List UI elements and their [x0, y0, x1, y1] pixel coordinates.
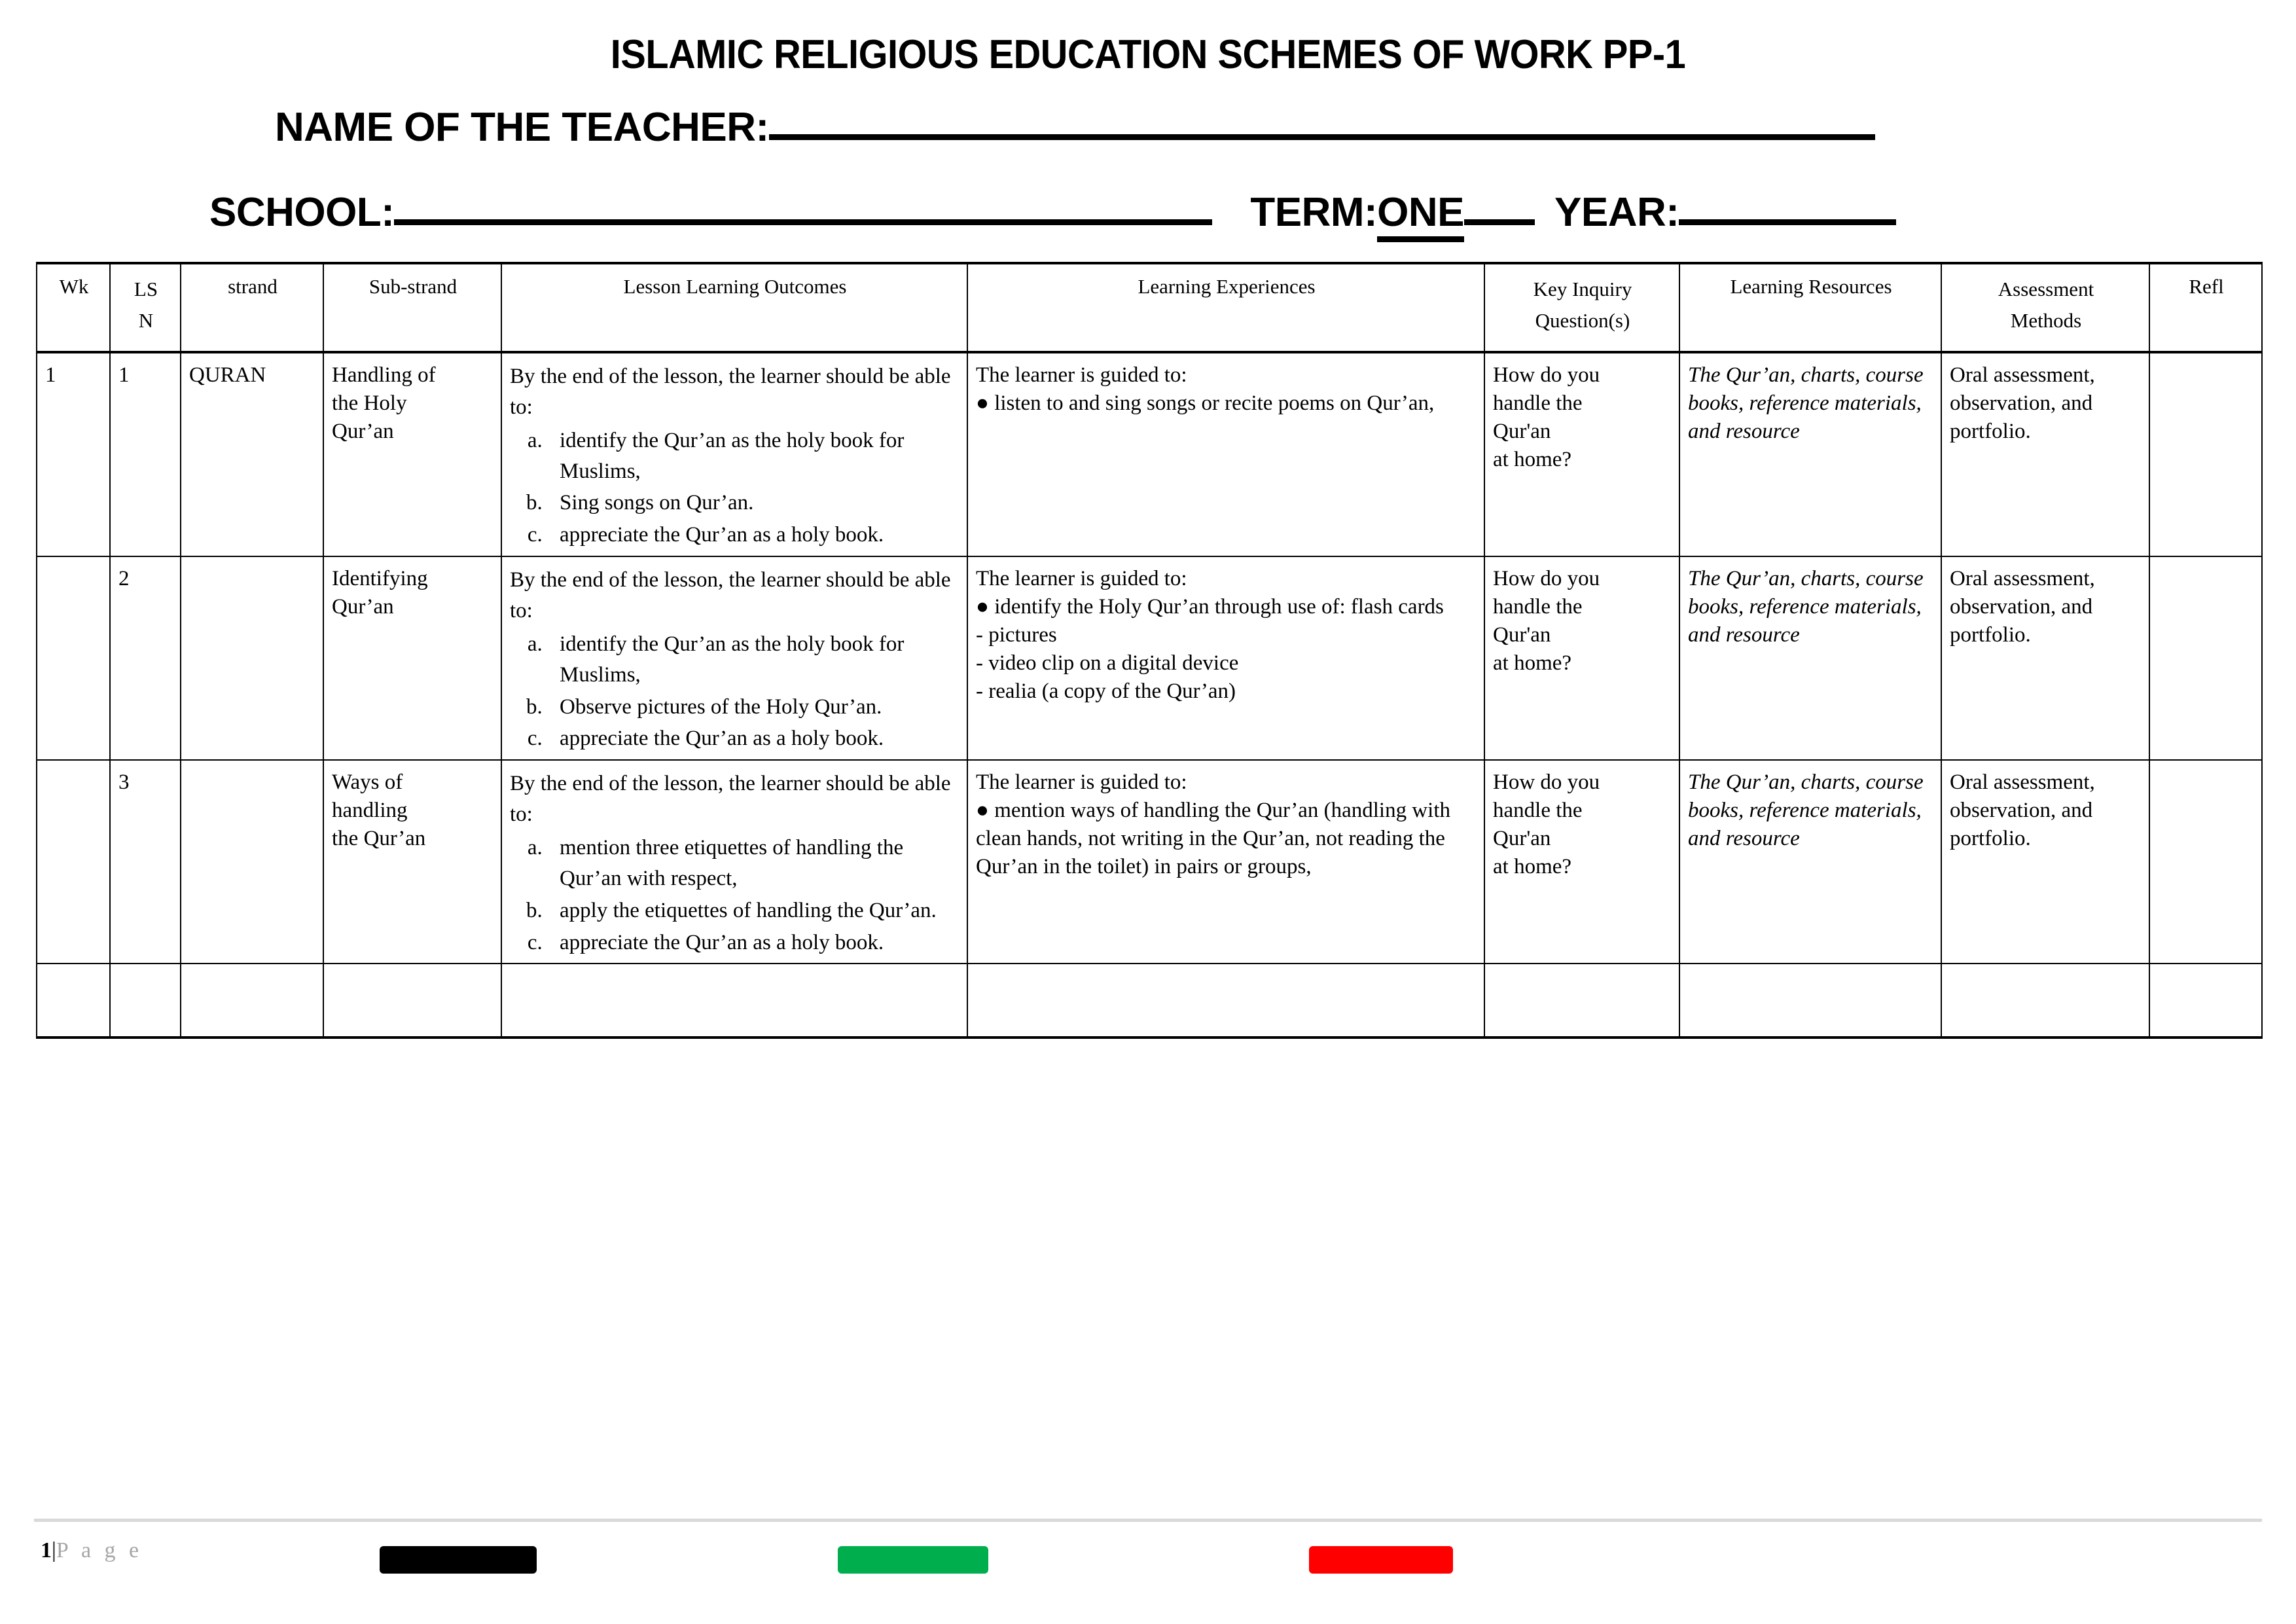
cell-empty [2149, 964, 2262, 1038]
substrand-line: Qur’an [332, 419, 394, 443]
experience-dash: - pictures [976, 623, 1057, 647]
outcomes-list [510, 425, 960, 550]
page-number-value: 1 [41, 1538, 52, 1562]
cell-week: 1 [37, 352, 110, 556]
column-header-lsn-line2: N [138, 309, 154, 333]
kiq-line: Qur'an [1493, 419, 1551, 443]
cell-key-inquiry-question [1484, 556, 1679, 760]
year-blank-rule [1679, 190, 1896, 225]
outcomes-intro: By the end of the lesson, the learner should be able to: [510, 568, 951, 623]
year-label: YEAR: [1554, 189, 1679, 235]
experience-dash: - realia (a copy of the Qur’an) [976, 679, 1236, 703]
kiq-line: handle the [1493, 595, 1583, 619]
kiq-line: How do you [1493, 567, 1600, 591]
cell-empty [181, 964, 323, 1038]
schemes-of-work-table [36, 262, 2263, 1039]
outcome-item: c. appreciate the Qur’an as a holy book. [548, 928, 960, 958]
term-blank-rule [1464, 190, 1535, 225]
cell-empty [1679, 964, 1941, 1038]
table-row [37, 556, 2262, 760]
cell-substrand [323, 556, 501, 760]
column-header-assessment-methods [1941, 263, 2149, 352]
kiq-line: at home? [1493, 651, 1572, 675]
column-header-key-inquiry-questions [1484, 263, 1679, 352]
column-header-lsn [110, 263, 181, 352]
cell-reflection [2149, 352, 2262, 556]
flag-bar-black [380, 1546, 537, 1574]
cell-strand: QURAN [181, 352, 323, 556]
teacher-blank-rule [769, 105, 1875, 140]
cell-lesson-learning-outcomes [501, 352, 967, 556]
table-row [37, 352, 2262, 556]
footer-divider [34, 1519, 2262, 1522]
cell-learning-experiences [967, 352, 1484, 556]
cell-empty [1484, 964, 1679, 1038]
outcome-item: c. appreciate the Qur’an as a holy book. [548, 723, 960, 754]
experiences-lead: The learner is guided to: [976, 363, 1187, 387]
outcomes-list [510, 629, 960, 754]
column-header-refl: Refl [2149, 263, 2262, 352]
cell-lesson-learning-outcomes [501, 556, 967, 760]
cell-learning-resources: The Qur’an, charts, course books, reference materials, and resource [1679, 556, 1941, 760]
outcome-item: a. identify the Qur’an as the holy book for Muslims, [548, 425, 960, 487]
page-number-separator: | [52, 1538, 56, 1562]
cell-assessment-methods: Oral assessment, observation, and portfolio. [1941, 556, 2149, 760]
column-header-strand: strand [181, 263, 323, 352]
term-label: TERM: [1250, 189, 1378, 235]
substrand-line: Identifying [332, 567, 428, 591]
substrand-line: the Holy [332, 391, 407, 415]
outcome-item: a. identify the Qur’an as the holy book for Muslims, [548, 629, 960, 691]
flag-bar-red [1309, 1546, 1453, 1574]
cell-substrand [323, 760, 501, 964]
experience-bullet: ● listen to and sing songs or recite poems on Qur’an, [976, 389, 1477, 418]
kiq-line: Qur'an [1493, 623, 1551, 647]
column-header-learning-experiences: Learning Experiences [967, 263, 1484, 352]
term-value: ONE [1377, 190, 1464, 242]
cell-strand [181, 760, 323, 964]
cell-key-inquiry-question [1484, 352, 1679, 556]
table-row [37, 760, 2262, 964]
column-header-learning-resources: Learning Resources [1679, 263, 1941, 352]
outcome-item: c. appreciate the Qur’an as a holy book. [548, 520, 960, 550]
column-header-lesson-learning-outcomes: Lesson Learning Outcomes [501, 263, 967, 352]
column-header-lsn-line1: LS [134, 278, 158, 300]
experiences-lead: The learner is guided to: [976, 770, 1187, 795]
cell-empty [37, 964, 110, 1038]
table-body [37, 352, 2262, 1038]
cell-week [37, 556, 110, 760]
column-header-am-line1: Assessment [1998, 278, 2094, 300]
experience-bullet: ● mention ways of handling the Qur’an (handling with clean hands, not writing in the Qur’an, not reading the Qur’an in the toilet) in pairs or groups, [976, 797, 1477, 881]
outcome-item: b. Observe pictures of the Holy Qur’an. [548, 692, 960, 723]
table-header-row [37, 263, 2262, 352]
teacher-label: NAME OF THE TEACHER: [275, 104, 769, 150]
substrand-line: Handling of [332, 363, 436, 387]
column-header-am-line2: Methods [2010, 309, 2082, 333]
cell-empty [323, 964, 501, 1038]
cell-learning-experiences [967, 760, 1484, 964]
outcome-item: a. mention three etiquettes of handling the Qur’an with respect, [548, 833, 960, 894]
school-blank-rule [394, 190, 1212, 225]
outcome-item: b. apply the etiquettes of handling the Qur’an. [548, 895, 960, 926]
experience-bullet: ● identify the Holy Qur’an through use of: flash cards [976, 593, 1477, 621]
column-header-kiq-line1: Key Inquiry [1533, 278, 1632, 300]
substrand-line: Qur’an [332, 595, 394, 619]
school-term-year-field-line [209, 190, 1896, 233]
kiq-line: handle the [1493, 799, 1583, 823]
cell-learning-experiences [967, 556, 1484, 760]
cell-lesson-number: 3 [110, 760, 181, 964]
substrand-line: handling [332, 799, 408, 823]
page-number-indicator [41, 1538, 143, 1563]
column-header-kiq-line2: Question(s) [1535, 309, 1630, 333]
kiq-line: handle the [1493, 391, 1583, 415]
outcomes-intro: By the end of the lesson, the learner should be able to: [510, 365, 951, 419]
cell-reflection [2149, 556, 2262, 760]
cell-empty [967, 964, 1484, 1038]
cell-substrand [323, 352, 501, 556]
school-label: SCHOOL: [209, 189, 395, 235]
cell-key-inquiry-question [1484, 760, 1679, 964]
table-row-empty [37, 964, 2262, 1038]
flag-bar-green [838, 1546, 988, 1574]
cell-learning-resources: The Qur’an, charts, course books, reference materials, and resource [1679, 760, 1941, 964]
column-header-substrand: Sub-strand [323, 263, 501, 352]
kiq-line: at home? [1493, 854, 1572, 878]
cell-learning-resources: The Qur’an, charts, course books, reference materials, and resource [1679, 352, 1941, 556]
cell-empty [1941, 964, 2149, 1038]
cell-assessment-methods: Oral assessment, observation, and portfolio. [1941, 760, 2149, 964]
cell-empty [501, 964, 967, 1038]
outcomes-list [510, 833, 960, 958]
cell-empty [110, 964, 181, 1038]
kiq-line: How do you [1493, 363, 1600, 387]
cell-assessment-methods: Oral assessment, observation, and portfolio. [1941, 352, 2149, 556]
page-title: ISLAMIC RELIGIOUS EDUCATION SCHEMES OF WORK PP-1 [610, 32, 1686, 77]
kiq-line: Qur'an [1493, 827, 1551, 851]
page-word-label: P a g e [56, 1538, 143, 1562]
substrand-line: Ways of [332, 770, 403, 795]
kiq-line: at home? [1493, 447, 1572, 471]
cell-lesson-number: 2 [110, 556, 181, 760]
kiq-line: How do you [1493, 770, 1600, 795]
experience-dash: - video clip on a digital device [976, 651, 1239, 675]
teacher-name-field-line [275, 105, 1875, 148]
substrand-line: the Qur’an [332, 827, 426, 851]
cell-lesson-learning-outcomes [501, 760, 967, 964]
experiences-lead: The learner is guided to: [976, 567, 1187, 591]
cell-lesson-number: 1 [110, 352, 181, 556]
cell-strand [181, 556, 323, 760]
column-header-wk: Wk [37, 263, 110, 352]
outcome-item: b. Sing songs on Qur’an. [548, 488, 960, 518]
outcomes-intro: By the end of the lesson, the learner should be able to: [510, 772, 951, 827]
cell-reflection [2149, 760, 2262, 964]
cell-week [37, 760, 110, 964]
document-header [0, 0, 2296, 235]
